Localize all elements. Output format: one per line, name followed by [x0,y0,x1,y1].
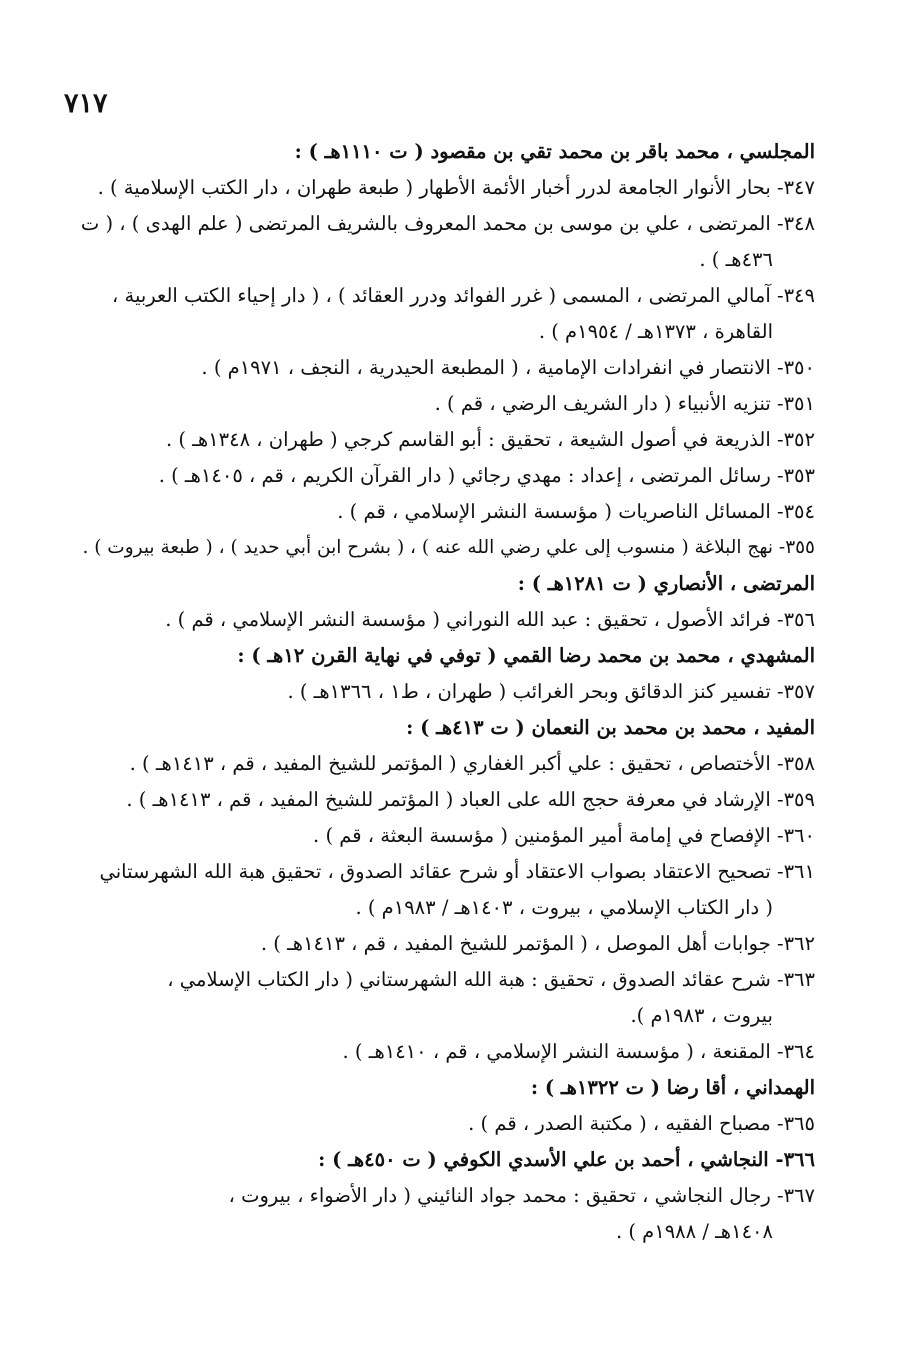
author-heading: المجلسي ، محمد باقر بن محمد تقي بن مقصود ( ت ١١١٠هـ ) : [294,140,815,163]
author-heading: ٣٦٦- النجاشي ، أحمد بن علي الأسدي الكوفي ( ت ٤٥٠هـ ) : [318,1148,815,1171]
author-heading: المفيد ، محمد بن محمد بن النعمان ( ت ٤١٣هـ ) : [406,716,815,739]
entry-continuation: القاهرة ، ١٣٧٣هـ / ١٩٥٤م ) . [538,320,773,343]
bibliography-entry: ٣٦٥- مصباح الفقيه ، ( مكتبة الصدر ، قم ) . [468,1112,815,1135]
bibliography-entry: ٣٦٢- جوابات أهل الموصل ، ( المؤتمر للشيخ المفيد ، قم ، ١٤١٣هـ ) . [260,932,815,955]
entry-continuation: بيروت ، ١٩٨٣م ). [630,1004,773,1027]
bibliography-entry: ٣٥٦- فرائد الأصول ، تحقيق : عبد الله النوراني ( مؤسسة النشر الإسلامي ، قم ) . [165,608,815,631]
author-heading: الهمداني ، أقا رضا ( ت ١٣٢٢هـ ) : [530,1076,815,1099]
bibliography-entry: ٣٥٧- تفسير كنز الدقائق وبحر الغرائب ( طهران ، ط١ ، ١٣٦٦هـ ) . [287,680,815,703]
bibliography-entry: ٣٥٠- الانتصار في انفرادات الإمامية ، ( المطبعة الحيدرية ، النجف ، ١٩٧١م ) . [201,356,815,379]
bibliography-entry: ٣٤٧- بحار الأنوار الجامعة لدرر أخبار الأئمة الأطهار ( طبعة طهران ، دار الكتب الإسلامية ) . [97,176,815,199]
bibliography-entry: ٣٦٧- رجال النجاشي ، تحقيق : محمد جواد النائيني ( دار الأضواء ، بيروت ، [228,1184,815,1207]
bibliography-entry: ٣٦٣- شرح عقائد الصدوق ، تحقيق : هبة الله الشهرستاني ( دار الكتاب الإسلامي ، [167,968,815,991]
bibliography-entry: ٣٥١- تنزيه الأنبياء ( دار الشريف الرضي ، قم ) . [434,392,815,415]
bibliography-entry: ٣٥٤- المسائل الناصريات ( مؤسسة النشر الإسلامي ، قم ) . [337,500,815,523]
bibliography-entry: ٣٤٩- آمالي المرتضى ، المسمى ( غرر الفوائد ودرر العقائد ) ، ( دار إحياء الكتب العربية ، [112,284,815,307]
entry-continuation: ٤٣٦هـ ) . [699,248,773,271]
bibliography-entry: ٣٦١- تصحيح الاعتقاد بصواب الاعتقاد أو شرح عقائد الصدوق ، تحقيق هبة الله الشهرستاني [99,860,815,883]
bibliography-list [76,134,815,1250]
bibliography-entry: ٣٥٩- الإرشاد في معرفة حجج الله على العباد ( المؤتمر للشيخ المفيد ، قم ، ١٤١٣هـ ) . [126,788,815,811]
entry-continuation: ١٤٠٨هـ / ١٩٨٨م ) . [615,1220,773,1243]
page-number: ٧١٧ [64,88,108,119]
bibliography-entry: ٣٥٢- الذريعة في أصول الشيعة ، تحقيق : أبو القاسم كرجي ( طهران ، ١٣٤٨هـ ) . [165,428,815,451]
bibliography-entry: ٣٦٠- الإفصاح في إمامة أمير المؤمنين ( مؤسسة البعثة ، قم ) . [313,824,815,847]
author-heading: المشهدي ، محمد بن محمد رضا القمي ( توفي في نهاية القرن ١٢هـ ) : [237,644,815,667]
bibliography-entry: ٣٤٨- المرتضى ، علي بن موسى بن محمد المعروف بالشريف المرتضى ( علم الهدى ) ، ( ت [80,212,815,235]
bibliography-entry: ٣٥٥- نهج البلاغة ( منسوب إلى علي رضي الله عنه ) ، ( بشرح ابن أبي حديد ) ، ( طبعة بيروت ) . [82,537,815,558]
bibliography-entry: ٣٥٣- رسائل المرتضى ، إعداد : مهدي رجائي ( دار القرآن الكريم ، قم ، ١٤٠٥هـ ) . [158,464,815,487]
bibliography-entry: ٣٦٤- المقنعة ، ( مؤسسة النشر الإسلامي ، قم ، ١٤١٠هـ ) . [342,1040,815,1063]
entry-continuation: ( دار الكتاب الإسلامي ، بيروت ، ١٤٠٣هـ / ١٩٨٣م ) . [355,896,773,919]
author-heading: المرتضى ، الأنصاري ( ت ١٢٨١هـ ) : [517,572,815,595]
bibliography-entry: ٣٥٨- الأختصاص ، تحقيق : علي أكبر الغفاري ( المؤتمر للشيخ المفيد ، قم ، ١٤١٣هـ ) . [129,752,815,775]
